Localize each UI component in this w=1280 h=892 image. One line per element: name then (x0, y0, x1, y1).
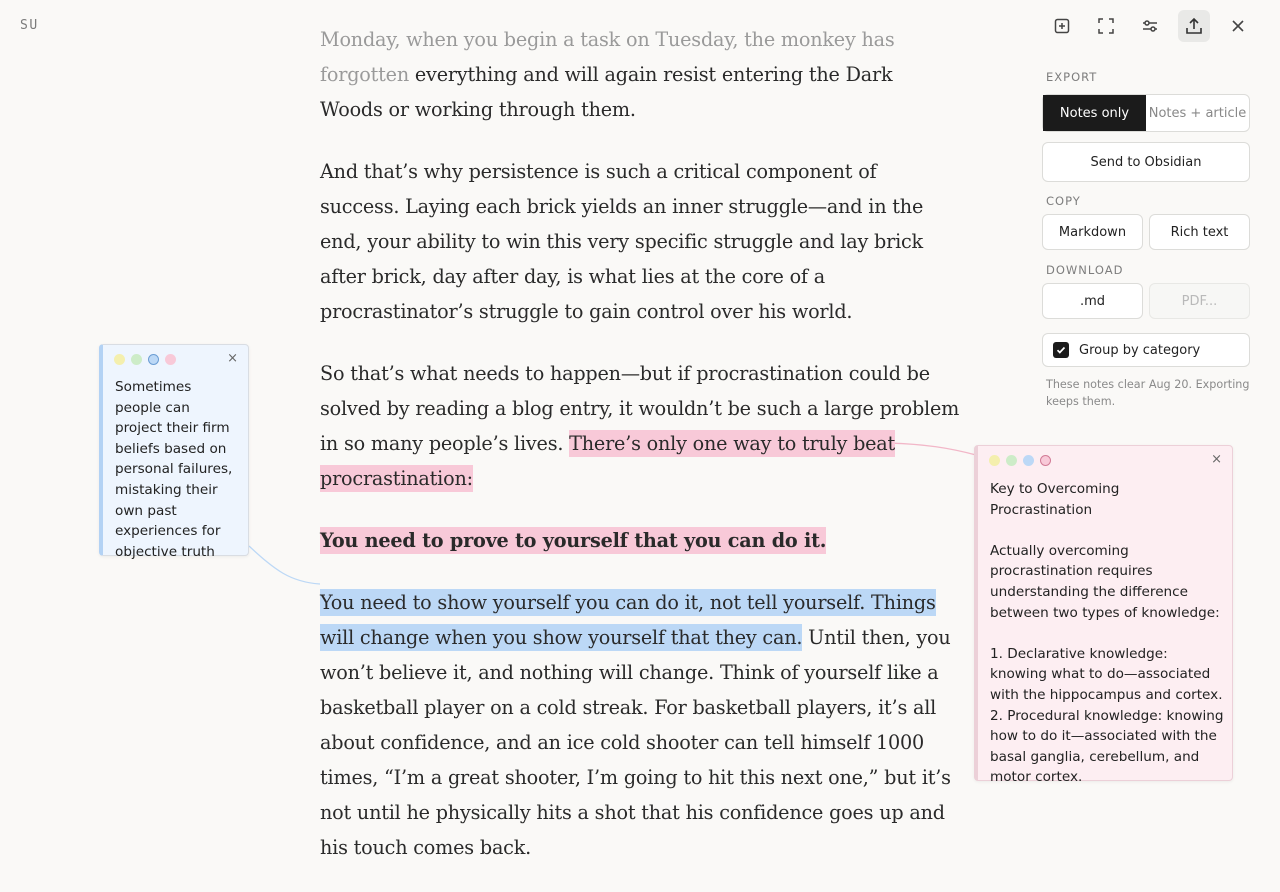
note-card-pink[interactable] (974, 445, 1233, 786)
download-md-button[interactable]: .md (1042, 283, 1143, 319)
app-logo: SU (20, 18, 39, 33)
note-text[interactable]: Key to Overcoming Procrastination Actually overcoming procrastination requires understanding the difference between two types of knowledge: 1. Declarative knowledge: knowing what to do—associated with the hippocampus and cortex. 2. Procedural knowledge: knowing how to do it—associated with the basal ganglia, cerebellum, and motor cortex. (990, 481, 1224, 786)
checkmark-icon (1056, 345, 1066, 355)
top-toolbar (1046, 10, 1254, 42)
color-blue-dot[interactable] (1023, 455, 1034, 466)
article-paragraph: And that’s why persistence is such a critical component of success. Laying each brick yields an inner struggle—and in the end, your ability to win this very specific struggle and lay brick after brick, day after day, is what lies at the core of a procrastinator’s struggle to gain control over his world. (320, 160, 924, 323)
article-paragraph: Monday, when you begin a task on Tuesday, the monkey has forgotten everything and will again resist entering the Dark Woods or working through them. (320, 28, 895, 121)
export-mode-toggle (1042, 94, 1250, 132)
export-button[interactable] (1178, 10, 1210, 42)
add-note-button[interactable] (1046, 10, 1078, 42)
close-button[interactable] (1222, 10, 1254, 42)
close-note-icon[interactable]: × (1211, 452, 1222, 467)
color-green-dot[interactable] (131, 354, 142, 365)
export-icon (1185, 17, 1203, 35)
retention-hint: These notes clear Aug 20. Exporting keeps them. (1046, 378, 1250, 408)
download-pdf-button[interactable]: PDF... (1149, 283, 1250, 319)
group-by-category-label: Group by category (1079, 342, 1201, 358)
export-section-label: EXPORT (1046, 70, 1098, 84)
copy-markdown-button[interactable]: Markdown (1042, 214, 1143, 250)
fullscreen-button[interactable] (1090, 10, 1122, 42)
download-section-label: DOWNLOAD (1046, 263, 1124, 277)
color-yellow-dot[interactable] (114, 354, 125, 365)
send-to-obsidian-button[interactable]: Send to Obsidian (1042, 142, 1250, 182)
color-picker (989, 455, 1051, 466)
download-buttons (1042, 283, 1250, 319)
add-note-icon (1053, 17, 1071, 35)
export-panel (1042, 70, 1250, 410)
color-blue-dot[interactable] (148, 354, 159, 365)
article-paragraph: You need to show yourself you can do it, not tell yourself. Things will change when you show yourself that they can. Until then, you won’t believe it, and nothing will change. Think of yourself like a basketball player on a cold streak. For basketball players, it’s all about confidence, and an ice cold shooter can tell himself 1000 times, “I’m a great shooter, I’m going to hit this next one,” but it’s not until he physically hits a shot that his confidence goes up and his touch comes back. (320, 591, 951, 859)
copy-buttons (1042, 214, 1250, 250)
note-text[interactable]: Sometimes people can project their firm beliefs based on personal failures, mistaking their own past experiences for objective truth (115, 379, 237, 560)
notes-article-option[interactable]: Notes + article (1148, 105, 1247, 121)
notes-only-option[interactable]: Notes only (1043, 95, 1146, 131)
article-paragraph (320, 523, 960, 558)
highlight-pink-bold[interactable]: You need to prove to yourself that you can do it. (320, 529, 827, 552)
color-green-dot[interactable] (1006, 455, 1017, 466)
color-pink-dot[interactable] (165, 354, 176, 365)
fullscreen-icon (1097, 17, 1115, 35)
group-checkbox[interactable] (1053, 342, 1069, 358)
highlight-pink[interactable]: There’s only one way to truly beat procrastination: (320, 432, 896, 490)
copy-section-label: COPY (1046, 194, 1081, 208)
close-icon (1229, 17, 1247, 35)
note-card-blue[interactable] (99, 344, 249, 560)
settings-sliders-icon (1141, 17, 1159, 35)
highlight-blue[interactable]: You need to show yourself you can do it, not tell yourself. Things will change when you show yourself that they can. (320, 591, 936, 649)
color-picker (114, 354, 176, 365)
copy-rich-text-button[interactable]: Rich text (1149, 214, 1250, 250)
connector-left (249, 546, 320, 584)
group-by-category-toggle[interactable] (1042, 333, 1250, 367)
article-body (320, 22, 960, 892)
close-note-icon[interactable]: × (227, 351, 238, 366)
settings-button[interactable] (1134, 10, 1166, 42)
article-paragraph: So that’s what needs to happen—but if procrastination could be solved by reading a blog entry, it wouldn’t be such a large problem in so many people’s lives. There’s only one way to truly beat procrastination: (320, 362, 960, 490)
color-pink-dot[interactable] (1040, 455, 1051, 466)
color-yellow-dot[interactable] (989, 455, 1000, 466)
